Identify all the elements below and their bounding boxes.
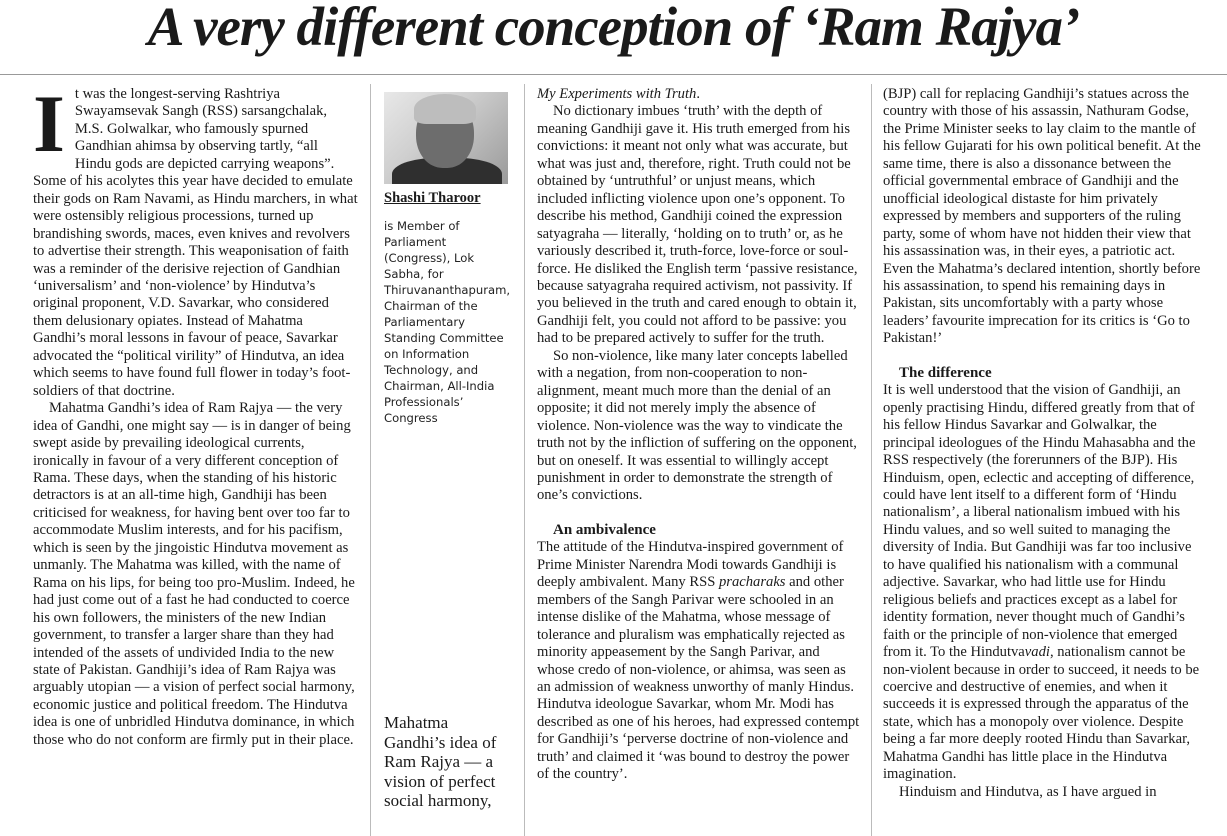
paragraph [33, 78, 358, 400]
author-bio: is Member of Parliament (Congress), Lok Sabha, for Thiruvananthapuram, Chairman of the Parliamentary Standing Committee on Information Technology, and Chairman, All-India Professionals’ Congress [384, 219, 511, 425]
paragraph-text: . [696, 86, 700, 102]
paragraph-text: t was the longest-serving Rashtriya Swayamsevak Sangh (RSS) sarsangchalak, M.S. Golwalkar, who famously spurned Gandhian ahimsa by observing tartly, “all Hindu gods are depicted carrying weapons”. Some of his acolytes this year have decided to emulate their gods on Ram Navami, as Hindu marchers, in what were ostensibly religious processions, turned up brandishing swords, maces, even knives and revolvers to advertise their strength. This weaponisation of faith was a reminder of the derisive rejection of Gandhian ‘universalism’ and ‘non-violence’ by Hindutva’s original proponent, V.D. Savarkar, who considered them delusionary opiates. Instead of Mahatma Gandhi’s moral lessons in favour of peace, Savarkar advocated the “political virility” of Hindutva, an idea which seems to have found full flower in today’s foot-soldiers of that doctrine. [33, 86, 358, 399]
paragraph [537, 539, 860, 783]
paragraph: (BJP) call for replacing Gandhiji’s statues across the country with those of his assassin, Nathuram Godse, the Prime Minister seeks to lay claim to the mantle of his fellow Gujarati for his own political benefit. At the same time, there is also a dissonance between the official governmental embrace of Gandhiji and the unofficial ideological distaste for him privately expressed by members and supporters of the ruling party, some of whom have not hidden their view that his assassination was, in their eyes, a patriotic act. Even the Mahatma’s declared intention, shortly before his assassination, to spend his remaining days in Pakistan, sits uncomfortably with a party whose leaders’ favourite imprecation for its critics is ‘Go to Pakistan!’ [883, 86, 1201, 347]
subheading: An ambivalence [553, 521, 656, 538]
article-column-4 [883, 86, 1203, 801]
italic-term: pracharaks [719, 574, 786, 591]
paragraph: Mahatma Gandhi’s idea of Ram Rajya — the very idea of Gandhi, one might say — is in danger of being swept aside by prevailing ideological currents, ironically in favour of a very different conception of Rama. These days, when the standing of his historic detractors is at an all-time high, Gandhiji has been criticised for weakness, for having bent over too far to accommodate Muslim interests, and for his pacifism, which is seen by the jingoistic Hindutva movement as unmanly. The Mahatma was killed, with the name of Rama on his lips, for being too pro-Muslim. Indeed, he had just come out of a fast he had conducted to coerce his own followers, the ministers of the new Indian government, to transfer a larger share than they had intended of the assets of undivided India to the new state of Pakistan. Gandhiji’s idea of Ram Rajya was arguably utopian — a vision of perfect social harmony, economic justice and political freedom. The Hindutva idea is one of unbridled Hindutva dominance, in which those who do not conform are firmly put in their place. [33, 400, 355, 748]
author-photo [384, 92, 508, 184]
column-divider [370, 84, 371, 836]
paragraph-text: and other members of the Sangh Parivar were schooled in an intense dislike of the Mahatma, whose message of tolerance and pluralism was emphatically rejected as minority appeasement by the Sangh Parivar, and whose credo of non-violence, or ahimsa, was seen as an admission of weakness unworthy of manly Hindus. Hindutva ideologue Savarkar, whom Mr. Modi has described as one of his heroes, had expressed contempt for Gandhiji’s ‘perverse doctrine of non-violence and truth’ and claimed it ‘was bound to destroy the power of the country’. [537, 574, 860, 783]
italic-term: vadi [1024, 644, 1050, 661]
paragraph [537, 86, 860, 103]
subheading: The difference [899, 364, 992, 381]
paragraph: So non-violence, like many later concepts labelled with a negation, from non-cooperation to non-alignment, meant much more than the denial of an opposite; it did not merely imply the absence of violence. Non-violence was the way to vindicate the truth not by the infliction of suffering on the opponent, but on oneself. It was essential to willingly accept punishment in order to demonstrate the strength of one’s convictions. [537, 347, 857, 504]
paragraph-text: It is well understood that the vision of Gandhiji, an openly practising Hindu, differed greatly from that of his fellow Hindus Savarkar and Golwalkar, the principal ideologues of the Hindu Mahasabha and the RSS respectively (the forerunners of the BJP). His Hinduism, open, eclectic and accepting of difference, could have lent itself to a different form of ‘Hindu nationalism’, a liberal nationalism imbued with his Hindu values, and so well suited to managing the diversity of India. But Gandhiji was far too inclusive to have qualified his nationalism with a communal adjective. Savarkar, who had little use for Hindu religious beliefs and practices except as a label for identity formation, never thought much of Gandhi’s faith or the principle of non-violence that emerged from it. To the Hindutva [883, 382, 1196, 661]
article-column-1 [33, 78, 358, 749]
author-photo-hair [414, 94, 476, 124]
pull-quote: Mahatma Gandhi’s idea of Ram Rajya — a vision of perfect social harmony, [384, 713, 497, 810]
column-divider [524, 84, 525, 836]
paragraph [883, 382, 1203, 783]
article-column-3 [537, 86, 860, 784]
book-title: My Experiments with Truth [537, 86, 697, 102]
author-name[interactable]: Shashi Tharoor [384, 190, 481, 206]
column-divider [871, 84, 872, 836]
paragraph-text: The attitude of the Hindutva-inspired government of Prime Minister Narendra Modi towards Gandhiji is deeply ambivalent. Many RSS [537, 539, 844, 591]
drop-cap: I [33, 78, 65, 169]
paragraph: Hinduism and Hindutva, as I have argued in [899, 783, 1157, 800]
headline: A very different conception of ‘Ram Rajya’ [147, 0, 1080, 57]
headline-rule [0, 74, 1227, 75]
paragraph-text: , nationalism cannot be non-violent because in order to succeed, it needs to be coercive and destructive of enemies, and when it succeeds it is expressed through the apparatus of the state, which has a monopoly over violence. Despite being a far more deeply rooted Hindu than Savarkar, Mahatma Gandhi has little place in the Hindutva imagination. [883, 644, 1200, 783]
paragraph: No dictionary imbues ‘truth’ with the depth of meaning Gandhiji gave it. His truth emerged from his convictions: it meant not only what was accurate, but what was just and, therefore, right. Truth could not be obtained by ‘untruthful’ or unjust means, which included inflicting violence upon one’s opponent. To describe his method, Gandhiji coined the expression satyagraha — literally, ‘holding on to truth’ or, as he variously described it, truth-force, love-force or soul-force. He disliked the English term ‘passive resistance, because satyagraha required activism, not passivity. If you believed in the truth and cared enough to obtain it, Gandhiji felt, you could not afford to be passive: you had to be prepared actively to suffer for the truth. [537, 103, 858, 347]
